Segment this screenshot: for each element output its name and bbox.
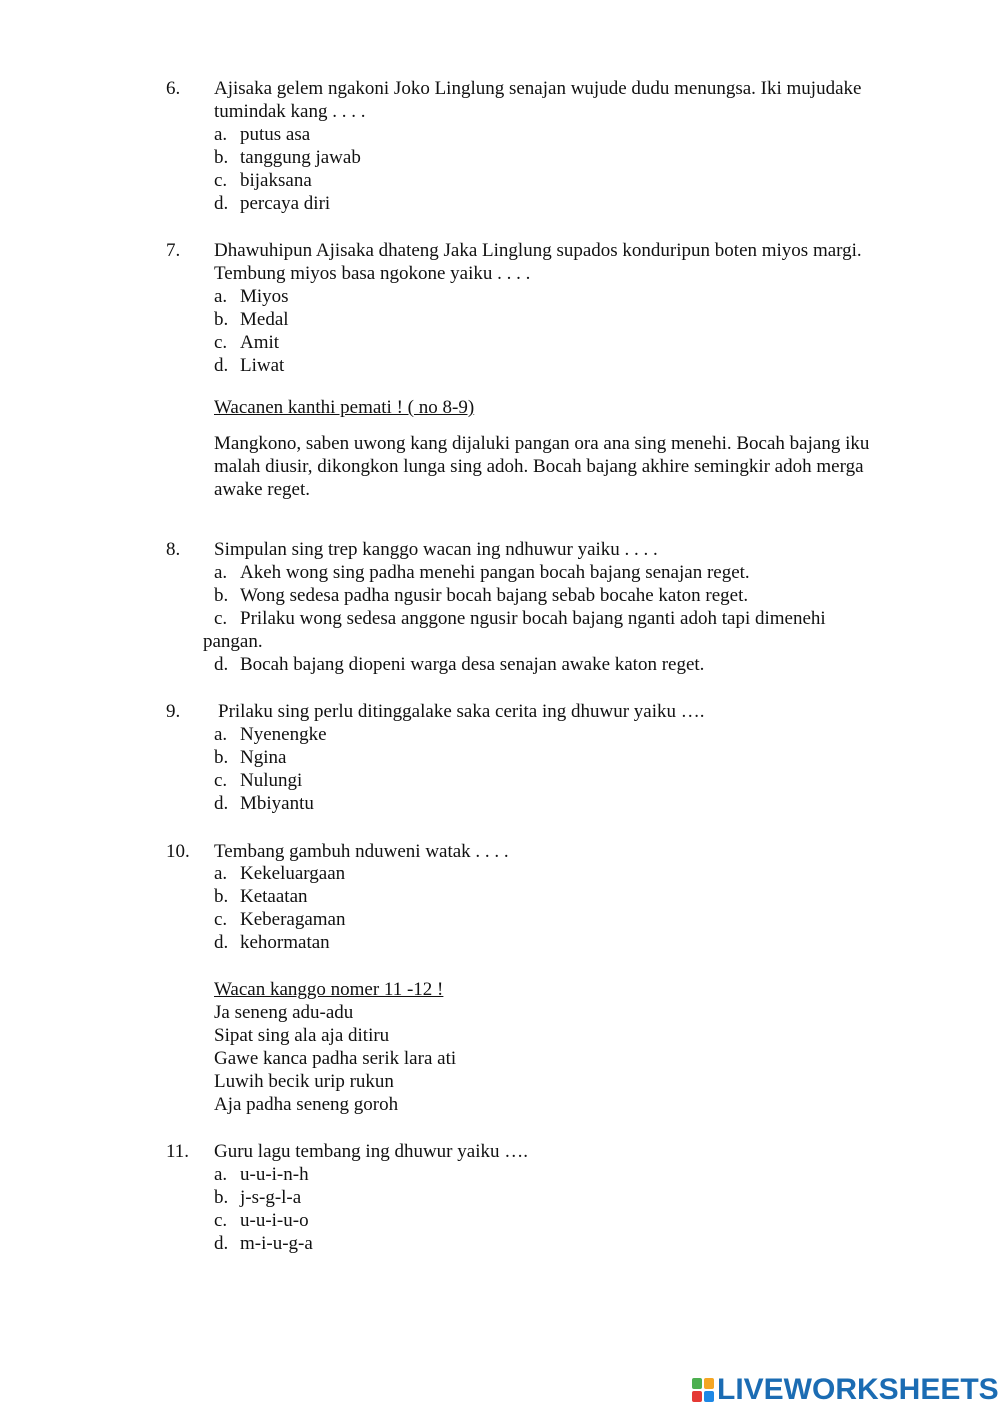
poem-line: Ja seneng adu-adu <box>214 1002 354 1023</box>
option-letter: b. <box>214 886 229 907</box>
option-letter: c. <box>214 909 228 930</box>
option-text: Nyenengke <box>240 724 327 745</box>
option-text: kehormatan <box>240 932 330 953</box>
logo-mark-icon <box>692 1378 714 1402</box>
option-text: Liwat <box>240 355 285 376</box>
logo-square-orange <box>704 1378 714 1389</box>
option-letter: d. <box>214 193 229 214</box>
reading-line: Mangkono, saben uwong kang dijaluki pangan ora ana sing menehi. Bocah bajang iku <box>214 433 870 454</box>
option-letter: d. <box>214 355 229 376</box>
question-number: 6. <box>166 78 181 99</box>
option-text: m-i-u-g-a <box>240 1233 313 1254</box>
option-text: tanggung jawab <box>240 147 361 168</box>
option-letter: a. <box>214 863 228 884</box>
question-number: 7. <box>166 240 181 261</box>
option-text: Kekeluargaan <box>240 863 346 884</box>
question-stem-line: Tembung miyos basa ngokone yaiku . . . . <box>214 263 531 284</box>
logo-text: LIVEWORKSHEETS <box>717 1373 999 1406</box>
option-letter: c. <box>214 608 228 629</box>
logo-square-blue <box>704 1391 714 1402</box>
question-number: 8. <box>166 539 181 560</box>
option-text: u-u-i-n-h <box>240 1164 309 1185</box>
option-letter: a. <box>214 286 228 307</box>
option-letter: d. <box>214 1233 229 1254</box>
option-letter: b. <box>214 1187 229 1208</box>
poem-line: Sipat sing ala aja ditiru <box>214 1025 390 1046</box>
option-text: Miyos <box>240 286 289 307</box>
option-letter: c. <box>214 1210 228 1231</box>
question-stem-line: Guru lagu tembang ing dhuwur yaiku …. <box>214 1141 528 1162</box>
option-letter: c. <box>214 770 228 791</box>
option-letter: a. <box>214 724 228 745</box>
poem-line: Luwih becik urip rukun <box>214 1071 394 1092</box>
option-letter: b. <box>214 147 229 168</box>
question-stem-line: Tembang gambuh nduweni watak . . . . <box>214 841 509 862</box>
reading-heading: Wacan kanggo nomer 11 -12 ! <box>214 979 444 1000</box>
option-letter: b. <box>214 309 229 330</box>
poem-line: Gawe kanca padha serik lara ati <box>214 1048 457 1069</box>
poem-line: Aja padha seneng goroh <box>214 1094 399 1115</box>
question-stem-line: Ajisaka gelem ngakoni Joko Linglung senajan wujude dudu menungsa. Iki mujudake <box>214 78 862 99</box>
option-text: j-s-g-l-a <box>240 1187 302 1208</box>
option-letter: c. <box>214 332 228 353</box>
question-stem-line: Prilaku sing perlu ditinggalake saka cerita ing dhuwur yaiku …. <box>218 701 705 722</box>
option-text: u-u-i-u-o <box>240 1210 309 1231</box>
option-text: Nulungi <box>240 770 303 791</box>
option-letter: a. <box>214 562 228 583</box>
option-letter: b. <box>214 585 229 606</box>
option-letter: d. <box>214 793 229 814</box>
option-text: Keberagaman <box>240 909 346 930</box>
question-number: 9. <box>166 701 181 722</box>
logo-square-green <box>692 1378 702 1389</box>
option-text: bijaksana <box>240 170 312 191</box>
option-text: percaya diri <box>240 193 331 214</box>
option-text: Ngina <box>240 747 287 768</box>
option-letter: a. <box>214 1164 228 1185</box>
option-letter: d. <box>214 654 229 675</box>
option-letter: c. <box>214 170 228 191</box>
question-number: 11. <box>166 1141 190 1162</box>
option-text: Bocah bajang diopeni warga desa senajan awake katon reget. <box>240 654 705 675</box>
option-text: Amit <box>240 332 280 353</box>
option-text: Ketaatan <box>240 886 308 907</box>
logo-square-red <box>692 1391 702 1402</box>
option-letter: a. <box>214 124 228 145</box>
question-number: 10. <box>166 841 190 862</box>
question-stem-line: tumindak kang . . . . <box>214 101 366 122</box>
option-text: Prilaku wong sedesa anggone ngusir bocah bajang nganti adoh tapi dimenehi <box>240 608 826 629</box>
option-letter: b. <box>214 747 229 768</box>
question-stem-line: Dhawuhipun Ajisaka dhateng Jaka Linglung supados konduripun boten miyos margi. <box>214 240 862 261</box>
liveworksheets-logo <box>692 1372 999 1408</box>
reading-heading: Wacanen kanthi pemati ! ( no 8-9) <box>214 397 475 418</box>
reading-line: awake reget. <box>214 479 310 500</box>
option-text: putus asa <box>240 124 311 145</box>
option-text: Mbiyantu <box>240 793 314 814</box>
option-text: Wong sedesa padha ngusir bocah bajang sebab bocahe katon reget. <box>240 585 749 606</box>
option-letter: d. <box>214 932 229 953</box>
reading-line: malah diusir, dikongkon lunga sing adoh. Bocah bajang akhire semingkir adoh merga <box>214 456 864 477</box>
option-c-continuation: pangan. <box>203 631 263 652</box>
option-text: Akeh wong sing padha menehi pangan bocah bajang senajan reget. <box>240 562 750 583</box>
option-text: Medal <box>240 309 289 330</box>
question-stem-line: Simpulan sing trep kanggo wacan ing ndhuwur yaiku . . . . <box>214 539 658 560</box>
